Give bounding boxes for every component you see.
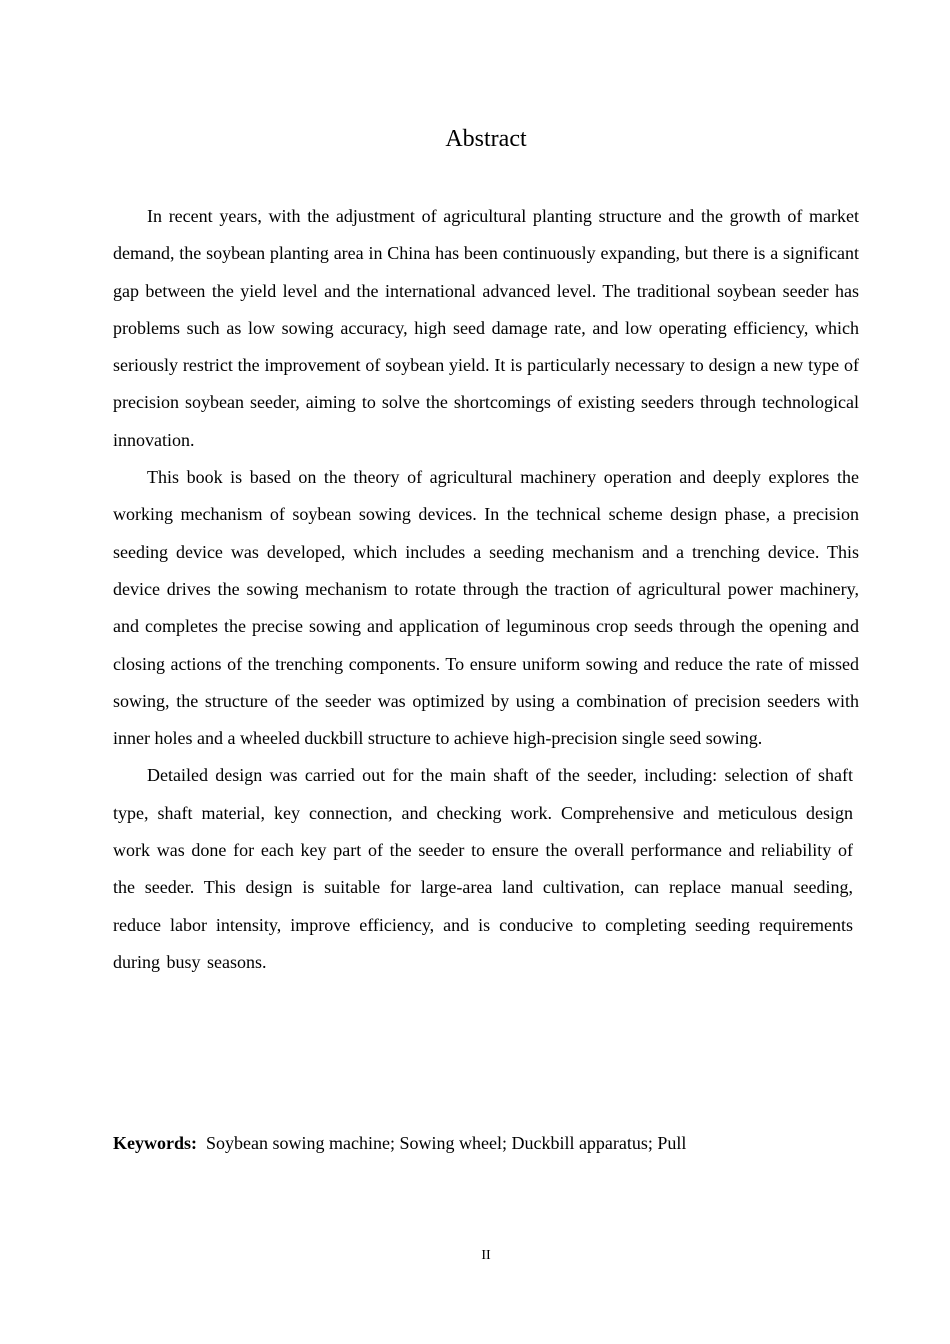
abstract-paragraph-3: Detailed design was carried out for the main shaft of the seeder, including: selection of shaft type, shaft material, key connection, and checking work. Comprehensive and meticulous design work was done for each key part of the seeder to ensure the overall performance and reliability of the seeder. This design is suitable for large-area land cultivation, can replace manual seeding, reduce labor intensity, improve efficiency, and is conducive to completing seeding requirements during busy seasons. — [113, 765, 853, 972]
abstract-title: Abstract — [445, 126, 527, 152]
abstract-paragraph-1: In recent years, with the adjustment of agricultural planting structure and the growth of market demand, the soybean planting area in China has been continuously expanding, but there is a significant gap between the yield level and the international advanced level. The traditional soybean seeder has problems such as low sowing accuracy, high seed damage rate, and low operating efficiency, which seriously restrict the improvement of soybean yield. It is particularly necessary to design a new type of precision soybean seeder, aiming to solve the shortcomings of existing seeders through technological innovation. — [113, 206, 859, 450]
keywords-label: Keywords: — [113, 1133, 197, 1153]
page-number: II — [481, 1248, 491, 1263]
keywords-line — [113, 1128, 859, 1158]
abstract-paragraph-2: This book is based on the theory of agricultural machinery operation and deeply explores the working mechanism of soybean sowing devices. In the technical scheme design phase, a precision seeding device was developed, which includes a seeding mechanism and a trenching device. This device drives the sowing mechanism to rotate through the traction of agricultural power machinery, and completes the precise sowing and application of leguminous crop seeds through the opening and closing actions of the trenching components. To ensure uniform sowing and reduce the rate of missed sowing, the structure of the seeder was optimized by using a combination of precision seeders with inner holes and a wheeled duckbill structure to achieve high-precision single seed sowing. — [113, 467, 859, 749]
abstract-body — [113, 198, 859, 981]
keywords-text: Soybean sowing machine; Sowing wheel; Duckbill apparatus; Pull — [206, 1133, 687, 1153]
